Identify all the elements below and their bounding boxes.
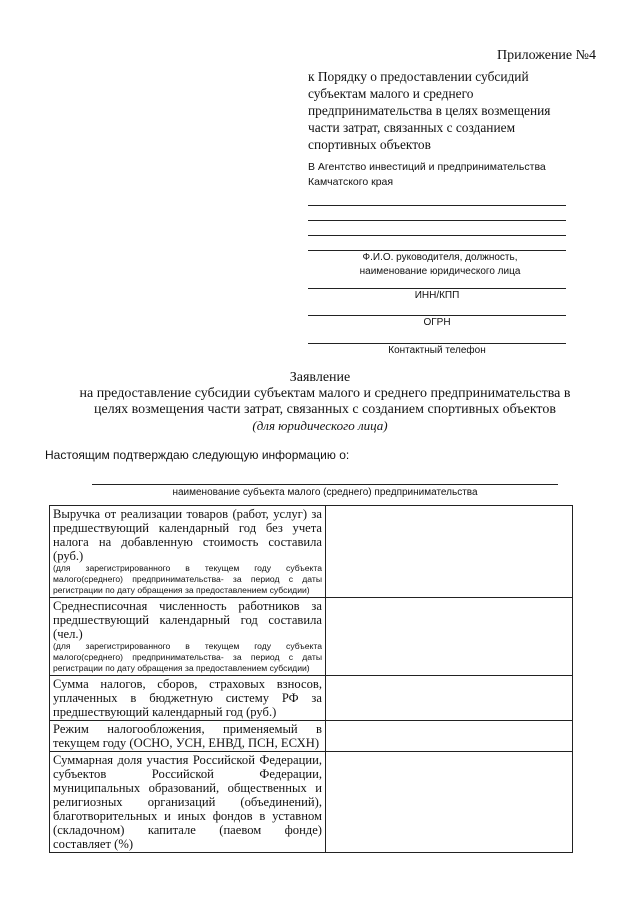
appendix-text: к Порядку о предоставлении субсидий субъектам малого и среднего предпринимательства в целях возмещения части затрат, связанных с созданием спортивных объектов: [308, 69, 551, 152]
row-label-text: Среднесписочная численность работников за предшествующий календарный год составила (чел.): [53, 599, 322, 641]
revenue-value-cell[interactable]: [326, 506, 573, 598]
row-label: [50, 506, 326, 598]
document-title: Заявление: [289, 370, 351, 385]
ownership-share-value-cell[interactable]: [326, 752, 573, 853]
addressee-line-2[interactable]: [308, 220, 566, 221]
entity-name-caption: наименование субъекта малого (среднего) предпринимательства: [172, 487, 478, 498]
row-note: (для зарегистрированного в текущем году субъекта малого(среднего) предпринимательства- за период с даты регистрации по дату обращения за предоставлением субсидии): [53, 641, 322, 673]
table-row: [50, 598, 573, 676]
addressee-line-3[interactable]: [308, 235, 566, 236]
row-label-text: Суммарная доля участия Российской Федерации, субъектов Российской Федерации, муниципальных образований, общественных и религиозных организаций (объединений), благотворительных и иных фондов в уставном (складочном) капитале (паевом фонде) составляет (%): [53, 753, 322, 851]
row-label: [50, 598, 326, 676]
entity-type-note: (для юридического лица): [252, 418, 388, 433]
appendix-title: Приложение №4: [497, 48, 596, 63]
entity-name-line[interactable]: [92, 484, 558, 485]
table-row: [50, 676, 573, 721]
table-row: [50, 752, 573, 853]
taxes-value-cell[interactable]: [326, 676, 573, 721]
inn-caption: ИНН/КПП: [414, 290, 460, 301]
row-label: [50, 752, 326, 853]
info-table: [49, 505, 573, 853]
row-label-text: Сумма налогов, сборов, страховых взносов, уплаченных в бюджетную систему РФ за предшествующий календарный год (руб.): [53, 677, 322, 719]
row-note: (для зарегистрированного в текущем году субъекта малого(среднего) предпринимательства- за период с даты регистрации по дату обращения за предоставлением субсидии): [53, 563, 322, 595]
addressee-line-1[interactable]: [308, 205, 566, 206]
table-row: [50, 721, 573, 752]
row-label: [50, 676, 326, 721]
phone-caption: Контактный телефон: [388, 345, 486, 356]
confirm-text: Настоящим подтверждаю следующую информацию о:: [45, 448, 350, 462]
row-label: [50, 721, 326, 752]
addressee-text: В Агентство инвестиций и предпринимательства Камчатского края: [308, 161, 546, 188]
ogrn-caption: ОГРН: [423, 317, 451, 328]
row-label-text: Режим налогообложения, применяемый в текущем году (ОСНО, УСН, ЕНВД, ПСН, ЕСХН): [53, 722, 322, 750]
tax-regime-value-cell[interactable]: [326, 721, 573, 752]
employees-value-cell[interactable]: [326, 598, 573, 676]
fio-caption: Ф.И.О. руководителя, должность, наименование юридического лица: [359, 252, 521, 277]
table-row: [50, 506, 573, 598]
row-label-text: Выручка от реализации товаров (работ, услуг) за предшествующий календарный год без учета налога на добавленную стоимость составила (руб.): [53, 507, 322, 563]
document-subtitle: на предоставление субсидии субъектам малого и среднего предпринимательства в целях возмещения части затрат, связанных с созданием спортивных объектов: [79, 386, 571, 417]
